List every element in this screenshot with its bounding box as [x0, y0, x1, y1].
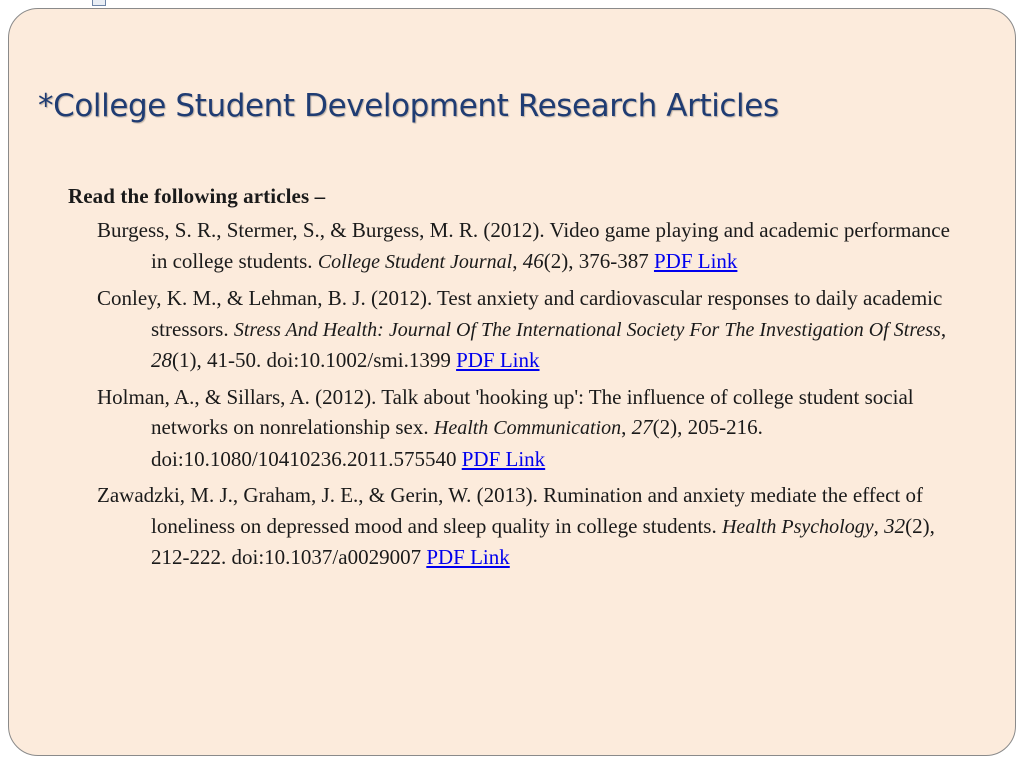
reference-citation: Zawadzki, M. J., Graham, J. E., & Gerin, W. (2013). Rumination and anxiety mediate the effect of loneliness on depressed mood and sleep quality in college students. [97, 483, 923, 538]
slide-body [68, 184, 968, 579]
reference-separator: , [621, 415, 632, 439]
reference-volume: 28 [151, 348, 172, 372]
reference-journal: Stress And Health: Journal Of The International Society For The Investigation Of Stress [233, 318, 941, 341]
intro-text: Read the following articles – [68, 184, 326, 208]
reference-journal: College Student Journal [317, 250, 513, 273]
reference-separator: , [873, 513, 885, 538]
pdf-link[interactable]: PDF Link [653, 248, 738, 273]
reference-volume: 46 [522, 248, 544, 273]
reference-list [68, 215, 968, 573]
reference-citation: Conley, K. M., & Lehman, B. J. (2012). Test anxiety and cardiovascular responses to daily academic stressors. [97, 286, 943, 341]
reference-pages: (1), 41-50. doi:10.1002/smi.1399 [172, 348, 457, 372]
reference-separator: , [512, 248, 523, 273]
pdf-link[interactable]: PDF Link [461, 446, 546, 471]
slide-title: *College Student Development Research Articles [38, 88, 779, 124]
reference-item [97, 215, 968, 277]
pdf-link[interactable]: PDF Link [426, 545, 510, 569]
reference-volume: 27 [631, 415, 653, 439]
reference-item [97, 283, 968, 376]
reference-separator: , [940, 316, 947, 341]
reference-journal: Health Communication [433, 417, 622, 439]
reference-pages: (2), 376-387 [543, 248, 654, 273]
document-icon [92, 0, 106, 6]
reference-item [97, 382, 968, 475]
reference-pages: (2), 205-216. doi:10.1080/10410236.2011.575540 [151, 415, 763, 471]
reference-citation: Burgess, S. R., Stermer, S., & Burgess, M. R. (2012). Video game playing and academic performance in college students. [97, 218, 950, 273]
reference-journal: Health Psychology [721, 515, 874, 538]
reference-item [97, 480, 968, 573]
reference-pages: (2), 212-222. doi:10.1037/a0029007 [151, 513, 935, 569]
reference-volume: 32 [884, 513, 906, 538]
pdf-link[interactable]: PDF Link [456, 348, 540, 372]
reference-citation: Holman, A., & Sillars, A. (2012). Talk about 'hooking up': The influence of college student social networks on nonrelationship sex. [97, 384, 914, 439]
